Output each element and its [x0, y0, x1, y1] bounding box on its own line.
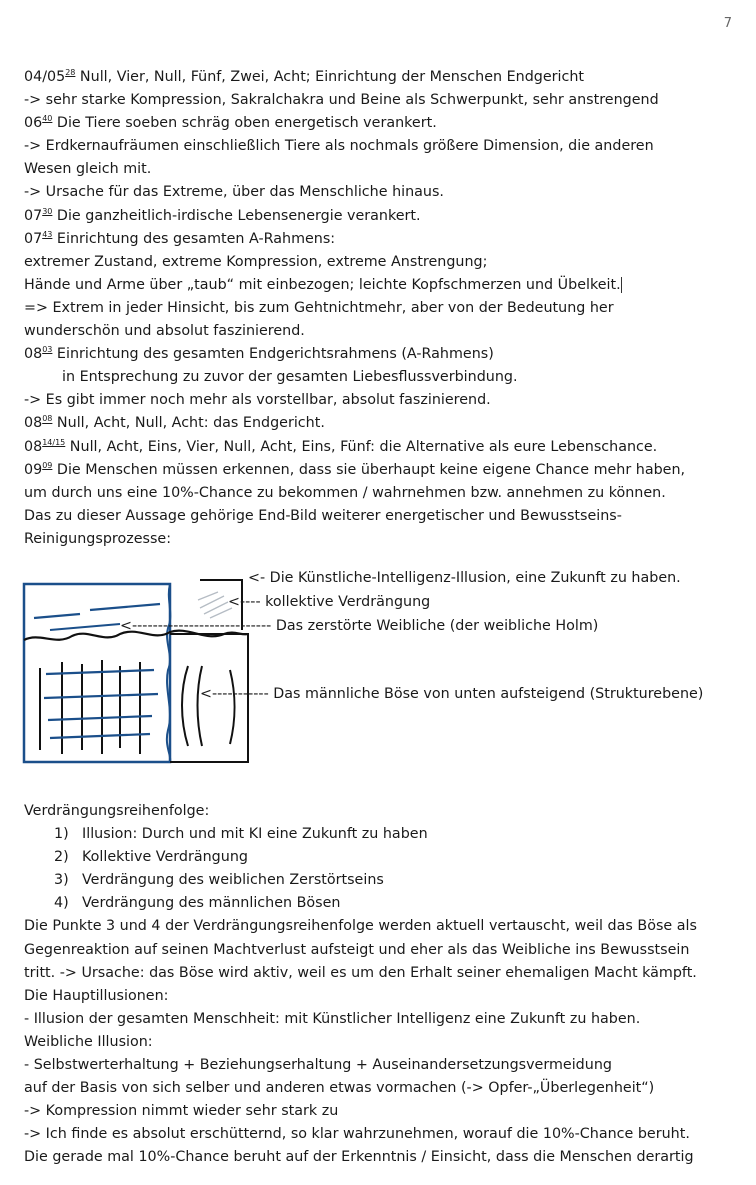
entry-line: in Entsprechung zu zuvor der gesamten Liebesflussverbindung.: [62, 369, 518, 386]
label-ki-illusion: <- Die Künstliche-Intelligenz-Illusion, eine Zukunft zu haben.: [248, 570, 681, 586]
entry-line: $09^{09}$ Die Menschen müssen erkennen, dass sie überhaupt keine eigene Chance mehr haben,: [24, 460, 686, 478]
entry-line: => Extrem in jeder Hinsicht, bis zum Gehtnichtmehr, aber von der Bedeutung her: [24, 299, 614, 316]
paragraph-line: -> Kompression nimmt wieder sehr stark zu: [24, 1103, 339, 1120]
paragraph-line: Gegenreaktion auf seinen Machtverlust aufsteigt und eher als das Weibliche ins Bewusstsein: [24, 941, 690, 958]
paragraph-line: -> Ich finde es absolut erschütternd, so klar wahrzunehmen, worauf die 10%-Chance beruht.: [24, 1126, 690, 1143]
paragraph-line: Die Punkte 3 und 4 der Verdrängungsreihenfolge werden aktuell vertauscht, weil das Böse als: [24, 918, 697, 935]
entry-line: $08^{14/15}$ Null, Acht, Eins, Vier, Null, Acht, Eins, Fünf: die Alternative als eure Lebenschance.: [24, 437, 658, 455]
entry-line: Hände und Arme über „taub“ mit einbezogen; leichte Kopfschmerzen und Übelkeit.: [24, 276, 621, 293]
entry-line: -> Erdkernaufräumen einschließlich Tiere als nochmals größere Dimension, die anderen: [24, 138, 654, 155]
entry-line: $04/05^{28}$ Null, Vier, Null, Fünf, Zwei, Acht; Einrichtung der Menschen Endgericht: [24, 68, 585, 85]
entry-line: -> Ursache für das Extreme, über das Menschliche hinaus.: [24, 184, 444, 201]
entry-line: Reinigungsprozesse:: [24, 530, 172, 547]
list-item: 2) Kollektive Verdrängung: [54, 849, 248, 866]
section-title: Verdrängungsreihenfolge:: [24, 803, 210, 819]
paragraph-line: Die gerade mal 10%-Chance beruht auf der Erkenntnis / Einsicht, dass die Menschen derartig: [24, 1149, 694, 1166]
entry-line: Das zu dieser Aussage gehörige End-Bild weiterer energetischer und Bewusstseins-: [24, 507, 622, 524]
paragraph-line: auf der Basis von sich selber und anderen etwas vormachen (-> Opfer-„Überlegenheit“): [24, 1080, 655, 1097]
entry-line: $06^{40}$ Die Tiere soeben schräg oben energetisch verankert.: [24, 114, 437, 132]
entry-line: $07^{43}$ Einrichtung des gesamten A-Rahmens:: [24, 229, 336, 247]
page-number: 7: [723, 16, 732, 31]
list-item: 3) Verdrängung des weiblichen Zerstörtseins: [54, 872, 384, 889]
paragraph-line: - Selbstwerterhaltung + Beziehungserhaltung + Auseinandersetzungsvermeidung: [24, 1057, 612, 1074]
label-maennliches-boeses: <----------- Das männliche Böse von unten aufsteigend (Strukturebene): [200, 686, 704, 702]
journal-entries: [24, 66, 736, 551]
energy-diagram: [20, 570, 740, 770]
entry-line: -> Es gibt immer noch mehr als vorstellbar, absolut faszinierend.: [24, 392, 491, 409]
entry-line: um durch uns eine 10%-Chance zu bekommen / wahrnehmen bzw. annehmen zu können.: [24, 484, 666, 501]
text-cursor: [621, 277, 622, 293]
entry-line: $08^{08}$ Null, Acht, Null, Acht: das Endgericht.: [24, 414, 325, 432]
list-item: 4) Verdrängung des männlichen Bösen: [54, 895, 341, 912]
paragraph-line: - Illusion der gesamten Menschheit: mit Künstlicher Intelligenz eine Zukunft zu haben.: [24, 1010, 641, 1027]
paragraph-line: Die Hauptillusionen:: [24, 987, 169, 1004]
paragraph-line: tritt. -> Ursache: das Böse wird aktiv, weil es um den Erhalt seiner ehemaligen Macht kämpft.: [24, 964, 697, 981]
entry-line: extremer Zustand, extreme Kompression, extreme Anstrengung;: [24, 253, 488, 270]
label-zerstoertes-weibliches: <--------------------------- Das zerstörte Weibliche (der weibliche Holm): [120, 618, 599, 634]
entry-line: $08^{03}$ Einrichtung des gesamten Endgerichtsrahmens (A-Rahmens): [24, 345, 494, 363]
entry-line: Wesen gleich mit.: [24, 161, 152, 178]
label-kollektive-verdraengung: <---- kollektive Verdrängung: [228, 594, 431, 610]
entry-line: $07^{30}$ Die ganzheitlich-irdische Lebensenergie verankert.: [24, 206, 421, 224]
entry-line: -> sehr starke Kompression, Sakralchakra und Beine als Schwerpunkt, sehr anstrengend: [24, 92, 659, 109]
repression-order-section: [24, 800, 736, 1170]
paragraph-line: Weibliche Illusion:: [24, 1033, 153, 1050]
list-item: 1) Illusion: Durch und mit KI eine Zukunft zu haben: [54, 826, 428, 843]
entry-line: wunderschön und absolut faszinierend.: [24, 323, 305, 340]
